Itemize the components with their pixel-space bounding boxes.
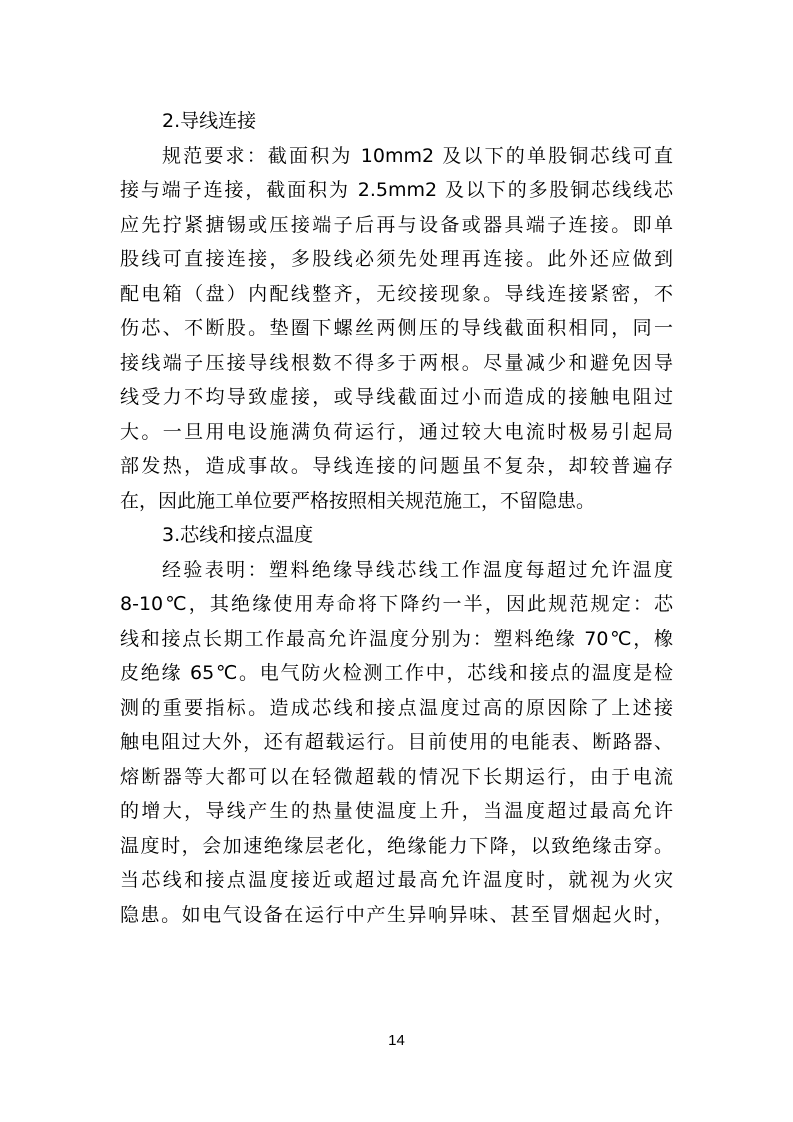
paragraph-line: 8-10℃，其绝缘使用寿命将下降约一半，因此规范规定：芯 bbox=[120, 593, 673, 615]
paragraph-line: 皮绝缘 65℃。电气防火检测工作中，芯线和接点的温度是检 bbox=[120, 662, 673, 684]
paragraph-line: 隐患。如电气设备在运行中产生异响异味、甚至冒烟起火时， bbox=[120, 903, 673, 926]
paragraph-line: 配电箱（盘）内配线整齐，无绞接现象。导线连接紧密，不 bbox=[120, 282, 673, 305]
paragraph-line: 在，因此施工单位要严格按照相关规范施工，不留隐患。 bbox=[120, 489, 596, 512]
paragraph-line: 股线可直接连接，多股线必须先处理再连接。此外还应做到 bbox=[120, 248, 673, 270]
section-heading: 3.芯线和接点温度 bbox=[162, 524, 314, 546]
paragraph-line: 应先拧紧搪锡或压接端子后再与设备或器具端子连接。即单 bbox=[120, 213, 673, 236]
paragraph-line: 接线端子压接导线根数不得多于两根。尽量减少和避免因导 bbox=[120, 351, 673, 374]
paragraph-line: 大。一旦用电设施满负荷运行，通过较大电流时极易引起局 bbox=[120, 420, 673, 443]
paragraph-line: 经验表明：塑料绝缘导线芯线工作温度每超过允许温度 bbox=[162, 558, 673, 581]
paragraph-line: 线和接点长期工作最高允许温度分别为：塑料绝缘 70℃，橡 bbox=[120, 627, 673, 650]
paragraph-line: 熔断器等大都可以在轻微超载的情况下长期运行，由于电流 bbox=[120, 765, 673, 788]
section-heading: 2.导线连接 bbox=[162, 110, 257, 132]
paragraph-line: 线受力不均导致虚接，或导线截面过小而造成的接触电阻过 bbox=[120, 386, 673, 408]
paragraph-line: 规范要求：截面积为 10mm2 及以下的单股铜芯线可直 bbox=[162, 144, 673, 167]
paragraph-line: 当芯线和接点温度接近或超过最高允许温度时，就视为火灾 bbox=[120, 869, 673, 891]
document-body bbox=[120, 104, 673, 932]
paragraph-line: 部发热，造成事故。导线连接的问题虽不复杂，却较普遍存 bbox=[120, 455, 673, 477]
paragraph-line: 的增大，导线产生的热量使温度上升，当温度超过最高允许 bbox=[120, 800, 673, 822]
page-number: 14 bbox=[388, 1032, 405, 1049]
paragraph-line: 伤芯、不断股。垫圈下螺丝两侧压的导线截面积相同，同一 bbox=[120, 317, 673, 339]
paragraph-line: 测的重要指标。造成芯线和接点温度过高的原因除了上述接 bbox=[120, 696, 673, 719]
paragraph-line: 接与端子连接，截面积为 2.5mm2 及以下的多股铜芯线线芯 bbox=[120, 179, 673, 201]
paragraph-line: 温度时，会加速绝缘层老化，绝缘能力下降，以致绝缘击穿。 bbox=[120, 834, 673, 857]
paragraph-line: 触电阻过大外，还有超载运行。目前使用的电能表、断路器、 bbox=[120, 731, 673, 753]
